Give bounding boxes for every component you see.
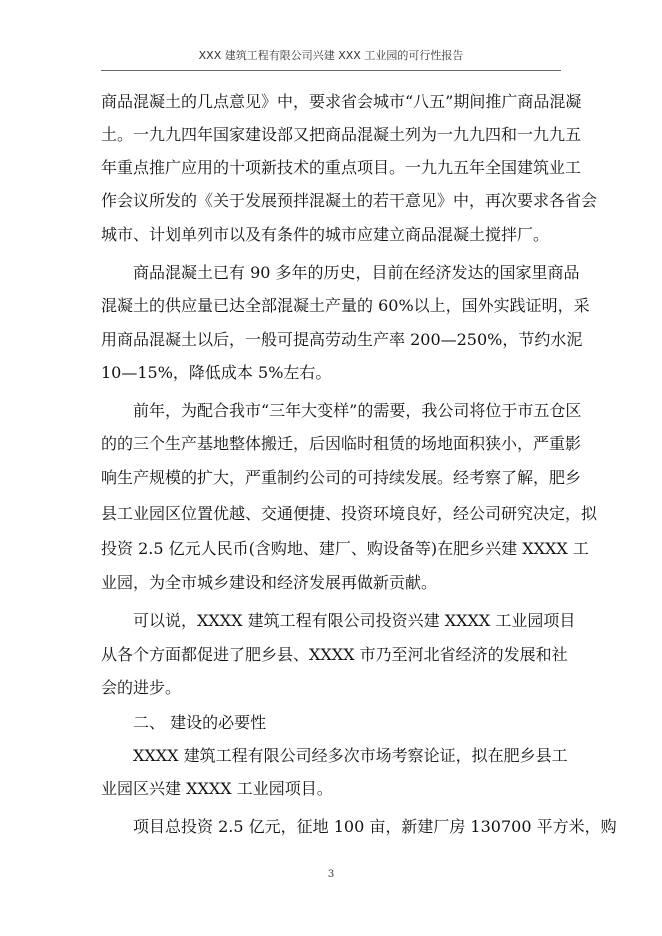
body-line: 年重点推广应用的十项新技术的重点项目。一九九五年全国建筑业工: [101, 158, 582, 177]
body-line: 商品混凝土的几点意见》中，要求省会城市“八五”期间推广商品混凝: [101, 92, 582, 111]
page-header: XXX 建筑工程有限公司兴建 XXX 工业园的可行性报告: [198, 49, 464, 62]
body-line: 混凝土的供应量已达全部混凝土产量的 60%以上，国外实践证明，采: [101, 296, 590, 315]
body-line: 投资 2.5 亿元人民币(含购地、建厂、购设备等)在肥乡兴建 XXXX 工: [101, 539, 589, 558]
body-line: 城市、计划单列市以及有条件的城市应建立商品混凝土搅拌厂。: [101, 225, 550, 244]
body-line: 县工业园区位置优越、交通便捷、投资环境良好，经公司研究决定，拟: [101, 504, 598, 523]
body-line: 用商品混凝土以后，一般可提高劳动生产率 200—250%，节约水泥: [101, 330, 583, 349]
body-line: 商品混凝土已有 90 多年的历史，目前在经济发达的国家里商品: [133, 263, 580, 282]
body-line: 土。一九九四年国家建设部又把商品混凝土列为一九九四和一九九五: [101, 125, 582, 144]
body-line: 从各个方面都促进了肥乡县、XXXX 市乃至河北省经济的发展和社: [101, 645, 568, 664]
body-line: 可以说，XXXX 建筑工程有限公司投资兴建 XXXX 工业园项目: [133, 611, 576, 630]
body-line: 业园，为全市城乡建设和经济发展再做新贡献。: [101, 573, 438, 592]
body-line: 10—15%，降低成本 5%左右。: [101, 363, 332, 382]
section-heading: 二、 建设的必要性: [133, 713, 267, 732]
body-line: XXXX 建筑工程有限公司经多次市场考察论证，拟在肥乡县工: [133, 746, 568, 765]
body-line: 项目总投资 2.5 亿元，征地 100 亩，新建厂房 130700 平方米，购: [133, 817, 617, 836]
body-line: 前年，为配合我市“三年大变样”的需要，我公司将位于市五仓区: [133, 401, 582, 420]
body-line: 业园区兴建 XXXX 工业园项目。: [101, 779, 333, 798]
body-line: 作会议所发的《关于发展预拌混凝土的若干意见》中，再次要求各省会: [101, 191, 598, 210]
header-rule: [101, 70, 561, 71]
page-number: 3: [327, 869, 335, 880]
body-line: 会的进步。: [101, 678, 182, 697]
body-line: 响生产规模的扩大，严重制约公司的可持续发展。经考察了解，肥乡: [101, 468, 582, 487]
body-line: 的的三个生产基地整体搬迁，后因临时租赁的场地面积狭小，严重影: [101, 434, 582, 453]
